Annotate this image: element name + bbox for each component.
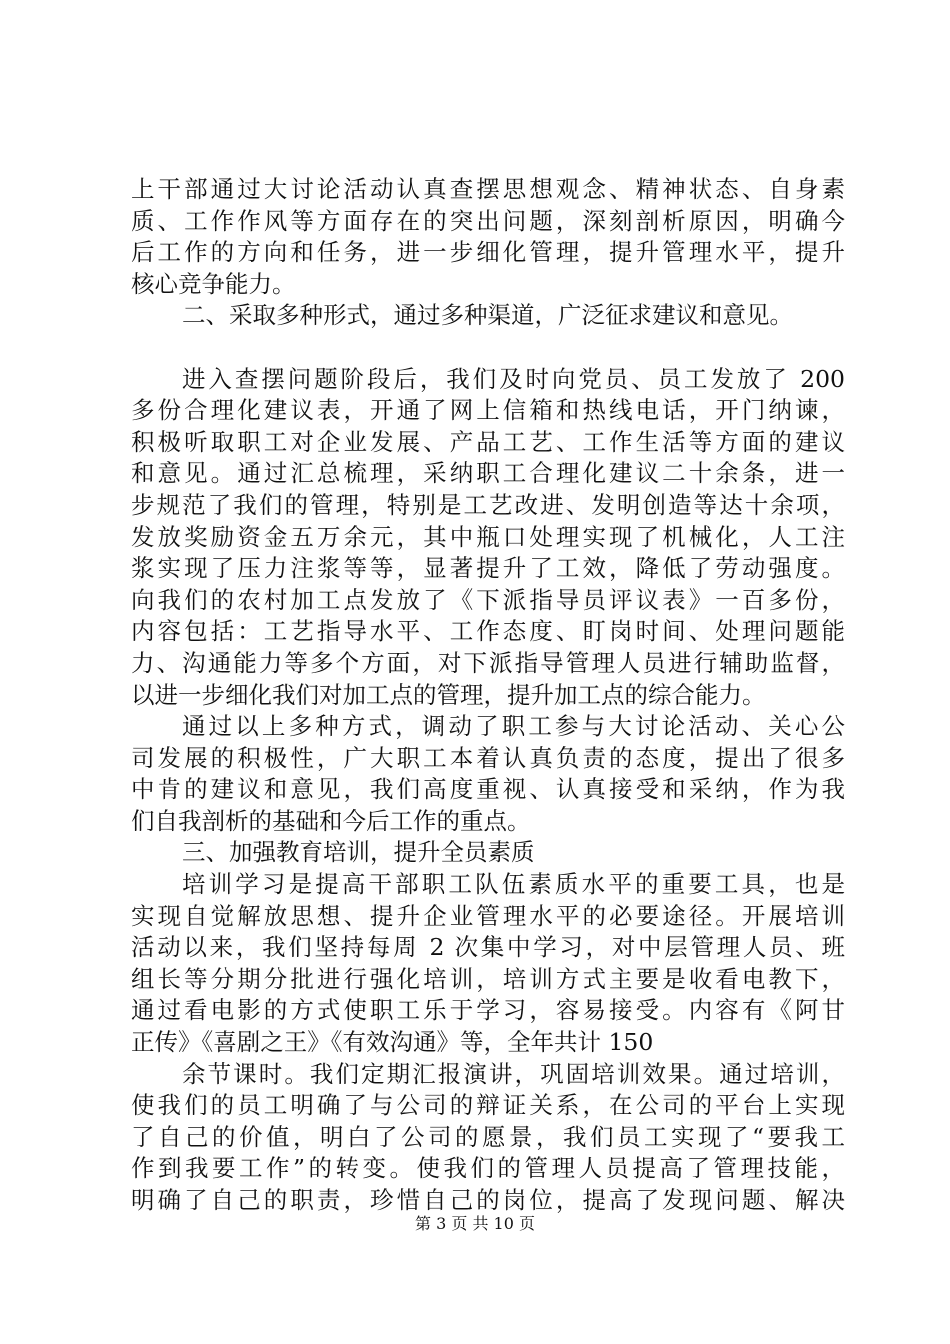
text-line: 内容包括：工艺指导水平、工作态度、盯岗时间、处理问题能 (131, 617, 845, 646)
text-line: 中肯的建议和意见，我们高度重视、认真接受和采纳，作为我 (131, 775, 845, 804)
text-line: 司发展的积极性，广大职工本着认真负责的态度，提出了很多 (131, 743, 845, 772)
paragraph (131, 364, 845, 712)
text-line: 实现自觉解放思想、提升企业管理水平的必要途径。开展培训 (131, 901, 845, 930)
text-line: 和意见。通过汇总梳理，采纳职工合理化建议二十余条，进一 (131, 459, 845, 488)
text-line: 浆实现了压力注浆等等，显著提升了工效，降低了劳动强度。 (131, 554, 845, 583)
text-line: 积极听取职工对企业发展、产品工艺、工作生活等方面的建议 (131, 427, 845, 456)
section-heading (131, 837, 845, 869)
text-line: 向我们的农村加工点发放了《下派指导员评议表》一百多份， (131, 585, 845, 614)
text-line: 以进一步细化我们对加工点的管理，提升加工点的综合能力。 (131, 680, 766, 709)
heading-line: 二、采取多种形式，通过多种渠道，广泛征求建议和意见。 (182, 301, 793, 330)
text-line: 步规范了我们的管理，特别是工艺改进、发明创造等达十余项， (131, 490, 845, 519)
text-line: 活动以来，我们坚持每周 2 次集中学习，对中层管理人员、班 (131, 933, 845, 962)
text-line: 力、沟通能力等多个方面，对下派指导管理人员进行辅助监督， (131, 648, 845, 677)
text-line: 组长等分期分批进行强化培训，培训方式主要是收看电教下， (131, 964, 845, 993)
paragraph (131, 174, 845, 300)
page-number-footer: 第 3 页 共 10 页 (415, 1214, 535, 1233)
text-line: 后工作的方向和任务，进一步细化管理，提升管理水平，提升 (131, 238, 845, 267)
text-line: 明确了自己的职责，珍惜自己的岗位，提高了发现问题、解决 (131, 1186, 845, 1214)
text-line: 上干部通过大讨论活动认真查摆思想观念、精神状态、自身素 (131, 175, 845, 203)
text-line: 质、工作作风等方面存在的突出问题，深刻剖析原因，明确今 (131, 206, 845, 235)
text-line: 使我们的员工明确了与公司的辩证关系，在公司的平台上实现 (131, 1091, 845, 1120)
text-line: 多份合理化建议表，开通了网上信箱和热线电话，开门纳谏， (131, 396, 845, 425)
text-line: 培训学习是提高干部职工队伍素质水平的重要工具，也是 (182, 870, 845, 899)
blank-gap (131, 332, 845, 364)
document-body (131, 174, 845, 1217)
text-line: 发放奖励资金五万余元，其中瓶口处理实现了机械化，人工注 (131, 522, 845, 551)
text-line: 们自我剖析的基础和今后工作的重点。 (131, 806, 531, 835)
paragraph (131, 869, 845, 1059)
heading-line: 三、加强教育培训，提升全员素质 (182, 838, 535, 867)
paragraph (131, 1059, 845, 1217)
section-heading (131, 300, 845, 332)
paragraph (131, 711, 845, 837)
text-line: 正传》《喜剧之王》《有效沟通》等，全年共计 150 (131, 1028, 654, 1057)
text-line: 作到我要工作”的转变。使我们的管理人员提高了管理技能， (131, 1154, 845, 1183)
text-line: 核心竞争能力。 (131, 269, 296, 298)
text-line: 余节课时。我们定期汇报演讲，巩固培训效果。通过培训， (182, 1059, 845, 1088)
text-line: 进入查摆问题阶段后，我们及时向党员、员工发放了 200 (182, 364, 845, 393)
text-line: 了自己的价值，明白了公司的愿景，我们员工实现了“要我工 (131, 1122, 845, 1151)
text-line: 通过以上多种方式，调动了职工参与大讨论活动、关心公 (182, 712, 845, 741)
text-line: 通过看电影的方式使职工乐于学习，容易接受。内容有《阿甘 (131, 996, 845, 1025)
